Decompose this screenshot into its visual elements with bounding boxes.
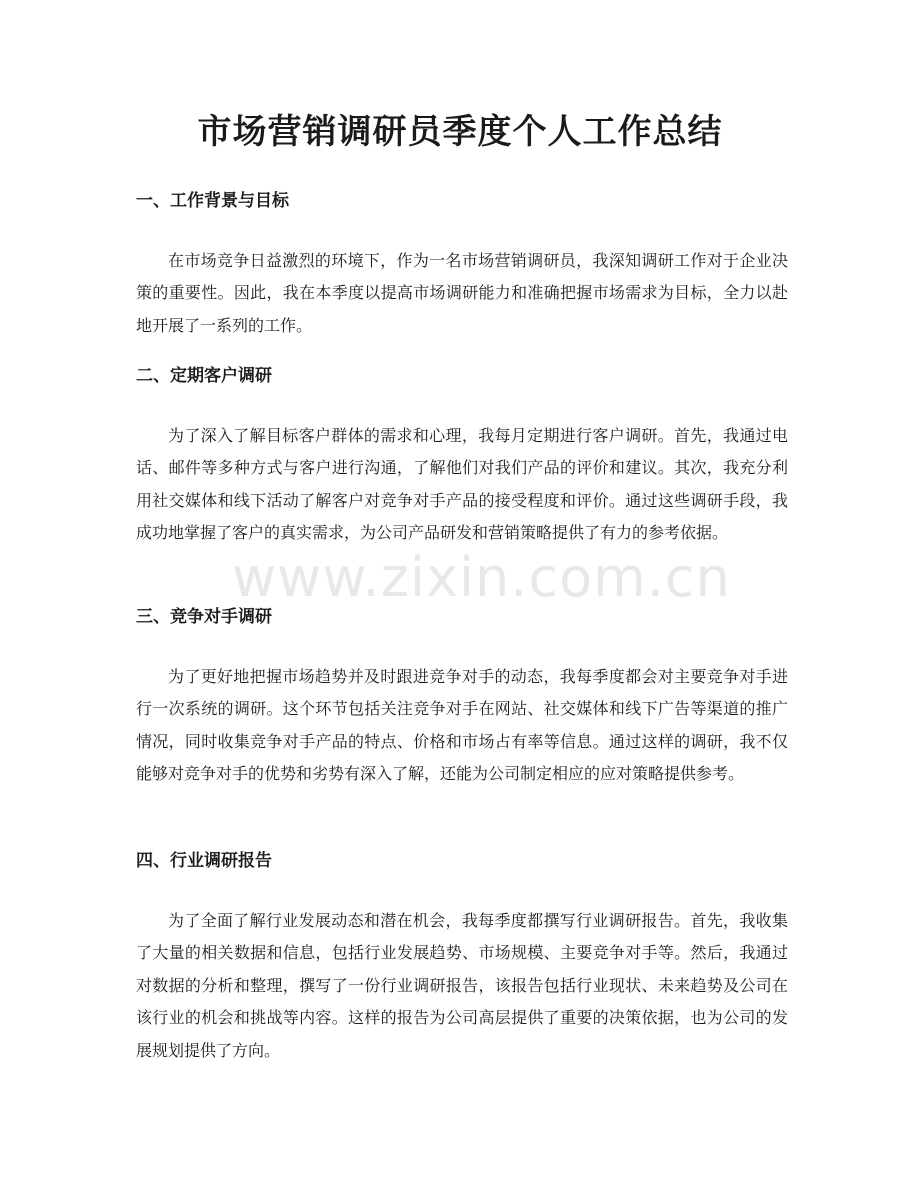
section-work-background <box>136 188 788 342</box>
section-customer-research <box>136 363 788 550</box>
section-paragraph: 为了深入了解目标客户群体的需求和心理，我每月定期进行客户调研。首先，我通过电话、邮件等多种方式与客户进行沟通，了解他们对我们产品的评价和建议。其次，我充分利用社交媒体和线下活动了解客户对竞争对手产品的接受程度和评价。通过这些调研手段，我成功地掌握了客户的真实需求，为公司产品研发和营销策略提供了有力的参考依据。 <box>136 426 788 543</box>
section-competitor-research <box>136 604 788 791</box>
section-heading: 二、定期客户调研 <box>136 366 272 386</box>
section-paragraph: 为了全面了解行业发展动态和潜在机会，我每季度都撰写行业调研报告。首先，我收集了大量的相关数据和信息，包括行业发展趋势、市场规模、主要竞争对手等。然后，我通过对数据的分析和整理，撰写了一份行业调研报告，该报告包括行业现状、未来趋势及公司在该行业的机会和挑战等内容。这样的报告为公司高层提供了重要的决策依据，也为公司的发展规划提供了方向。 <box>136 911 788 1060</box>
section-industry-report <box>136 848 788 1067</box>
section-paragraph: 为了更好地把握市场趋势并及时跟进竞争对手的动态，我每季度都会对主要竞争对手进行一次系统的调研。这个环节包括关注竞争对手在网站、社交媒体和线下广告等渠道的推广情况，同时收集竞争对手产品的特点、价格和市场占有率等信息。通过这样的调研，我不仅能够对竞争对手的优势和劣势有深入了解，还能为公司制定相应的应对策略提供参考。 <box>136 667 788 784</box>
section-heading: 一、工作背景与目标 <box>136 191 289 211</box>
section-heading: 三、竞争对手调研 <box>136 607 272 627</box>
section-paragraph: 在市场竞争日益激烈的环境下，作为一名市场营销调研员，我深知调研工作对于企业决策的重要性。因此，我在本季度以提高市场调研能力和准确把握市场需求为目标，全力以赴地开展了一系列的工作。 <box>136 251 788 335</box>
watermark: www.zixin.com.cn <box>232 546 731 609</box>
section-heading: 四、行业调研报告 <box>136 851 272 871</box>
document-title: 市场营销调研员季度个人工作总结 <box>197 112 723 152</box>
